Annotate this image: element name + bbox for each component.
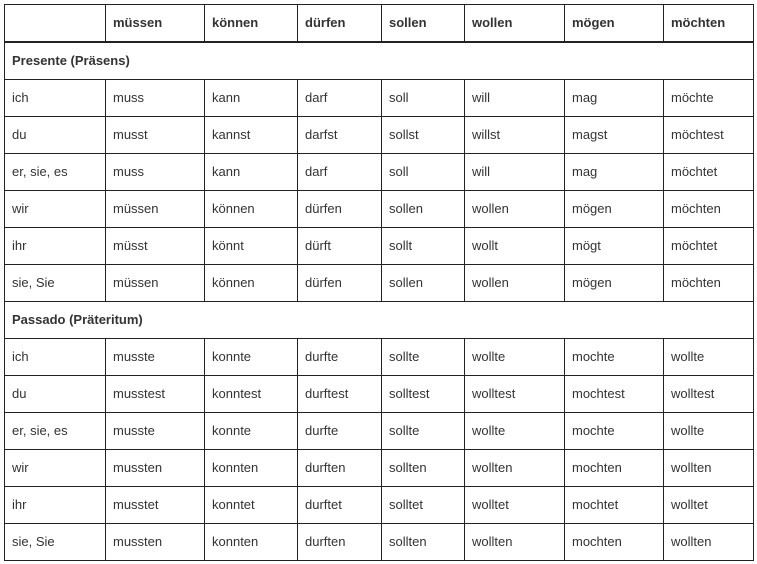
verb-form-cell: kann <box>205 154 298 191</box>
verb-form-cell: mussten <box>106 524 205 561</box>
verb-form-cell: dürft <box>298 228 382 265</box>
verb-form-cell: durften <box>298 524 382 561</box>
table-row <box>5 154 754 191</box>
verb-form-cell: wollen <box>465 191 565 228</box>
verb-form-cell: musste <box>106 339 205 376</box>
verb-form-cell: wollten <box>465 524 565 561</box>
header-cell-moegen: mögen <box>565 5 664 43</box>
verb-form-cell: müssen <box>106 265 205 302</box>
verb-form-cell: durfte <box>298 413 382 450</box>
verb-form-cell: mögt <box>565 228 664 265</box>
verb-form-cell: mögen <box>565 265 664 302</box>
verb-form-cell: sollen <box>382 191 465 228</box>
verb-form-cell: will <box>465 80 565 117</box>
verb-form-cell: wolltest <box>465 376 565 413</box>
verb-form-cell: musstet <box>106 487 205 524</box>
verb-form-cell: musst <box>106 117 205 154</box>
verb-form-cell: konntet <box>205 487 298 524</box>
verb-form-cell: mochtet <box>565 487 664 524</box>
verb-form-cell: möchten <box>664 191 754 228</box>
header-cell-pronoun <box>5 5 106 43</box>
table-row <box>5 487 754 524</box>
table-body <box>5 42 754 561</box>
verb-form-cell: wollen <box>465 265 565 302</box>
verb-form-cell: musste <box>106 413 205 450</box>
header-cell-moechten: möchten <box>664 5 754 43</box>
table-row <box>5 80 754 117</box>
verb-form-cell: wollte <box>664 413 754 450</box>
verb-form-cell: möchte <box>664 80 754 117</box>
verb-form-cell: sollst <box>382 117 465 154</box>
verb-form-cell: durftest <box>298 376 382 413</box>
verb-form-cell: wollten <box>465 450 565 487</box>
table-row <box>5 117 754 154</box>
pronoun-cell: ich <box>5 339 106 376</box>
pronoun-cell: ich <box>5 80 106 117</box>
verb-form-cell: möchtet <box>664 228 754 265</box>
verb-form-cell: kannst <box>205 117 298 154</box>
verb-form-cell: konnte <box>205 413 298 450</box>
verb-form-cell: müssen <box>106 191 205 228</box>
table-row <box>5 450 754 487</box>
pronoun-cell: wir <box>5 191 106 228</box>
verb-form-cell: solltet <box>382 487 465 524</box>
pronoun-cell: wir <box>5 450 106 487</box>
verb-form-cell: wolltest <box>664 376 754 413</box>
verb-form-cell: konnte <box>205 339 298 376</box>
pronoun-cell: du <box>5 117 106 154</box>
verb-form-cell: mochten <box>565 450 664 487</box>
verb-form-cell: sollte <box>382 339 465 376</box>
verb-form-cell: durftet <box>298 487 382 524</box>
verb-form-cell: dürfen <box>298 265 382 302</box>
verb-form-cell: müsst <box>106 228 205 265</box>
verb-form-cell: solltest <box>382 376 465 413</box>
pronoun-cell: ihr <box>5 228 106 265</box>
section-row <box>5 302 754 339</box>
header-cell-muessen: müssen <box>106 5 205 43</box>
verb-form-cell: wolltet <box>465 487 565 524</box>
verb-form-cell: wollten <box>664 524 754 561</box>
verb-form-cell: mochte <box>565 339 664 376</box>
verb-form-cell: wollte <box>664 339 754 376</box>
verb-form-cell: konnten <box>205 450 298 487</box>
verb-form-cell: darfst <box>298 117 382 154</box>
pronoun-cell: er, sie, es <box>5 413 106 450</box>
verb-form-cell: musstest <box>106 376 205 413</box>
verb-form-cell: durften <box>298 450 382 487</box>
verb-form-cell: möchten <box>664 265 754 302</box>
verb-form-cell: soll <box>382 154 465 191</box>
verb-form-cell: könnt <box>205 228 298 265</box>
table-row <box>5 228 754 265</box>
pronoun-cell: sie, Sie <box>5 524 106 561</box>
section-row <box>5 42 754 80</box>
table-row <box>5 191 754 228</box>
header-cell-koennen: können <box>205 5 298 43</box>
pronoun-cell: du <box>5 376 106 413</box>
verb-form-cell: soll <box>382 80 465 117</box>
pronoun-cell: sie, Sie <box>5 265 106 302</box>
pronoun-cell: er, sie, es <box>5 154 106 191</box>
verb-form-cell: darf <box>298 80 382 117</box>
verb-form-cell: mussten <box>106 450 205 487</box>
verb-form-cell: kann <box>205 80 298 117</box>
verb-form-cell: mögen <box>565 191 664 228</box>
table-row <box>5 524 754 561</box>
header-cell-wollen: wollen <box>465 5 565 43</box>
verb-form-cell: durfte <box>298 339 382 376</box>
table-row <box>5 376 754 413</box>
verb-form-cell: möchtet <box>664 154 754 191</box>
verb-form-cell: wollten <box>664 450 754 487</box>
table-row <box>5 339 754 376</box>
verb-form-cell: konntest <box>205 376 298 413</box>
verb-form-cell: sollte <box>382 413 465 450</box>
verb-form-cell: darf <box>298 154 382 191</box>
verb-form-cell: wolltet <box>664 487 754 524</box>
table-row <box>5 265 754 302</box>
verb-form-cell: muss <box>106 154 205 191</box>
verb-form-cell: muss <box>106 80 205 117</box>
verb-form-cell: sollten <box>382 450 465 487</box>
verb-form-cell: können <box>205 265 298 302</box>
header-cell-duerfen: dürfen <box>298 5 382 43</box>
section-title: Presente (Präsens) <box>5 42 754 80</box>
verb-form-cell: will <box>465 154 565 191</box>
table-row <box>5 413 754 450</box>
verb-form-cell: dürfen <box>298 191 382 228</box>
pronoun-cell: ihr <box>5 487 106 524</box>
verb-form-cell: sollt <box>382 228 465 265</box>
verb-form-cell: willst <box>465 117 565 154</box>
verb-form-cell: magst <box>565 117 664 154</box>
verb-form-cell: wollt <box>465 228 565 265</box>
verb-form-cell: sollten <box>382 524 465 561</box>
section-title: Passado (Präteritum) <box>5 302 754 339</box>
verb-form-cell: mochte <box>565 413 664 450</box>
verb-form-cell: sollen <box>382 265 465 302</box>
verb-form-cell: mochten <box>565 524 664 561</box>
verb-form-cell: wollte <box>465 413 565 450</box>
verb-form-cell: mag <box>565 154 664 191</box>
verb-form-cell: können <box>205 191 298 228</box>
verb-form-cell: mag <box>565 80 664 117</box>
verb-form-cell: konnten <box>205 524 298 561</box>
verb-form-cell: wollte <box>465 339 565 376</box>
conjugation-table <box>4 4 754 561</box>
header-row <box>5 5 754 43</box>
verb-form-cell: mochtest <box>565 376 664 413</box>
verb-form-cell: möchtest <box>664 117 754 154</box>
header-cell-sollen: sollen <box>382 5 465 43</box>
